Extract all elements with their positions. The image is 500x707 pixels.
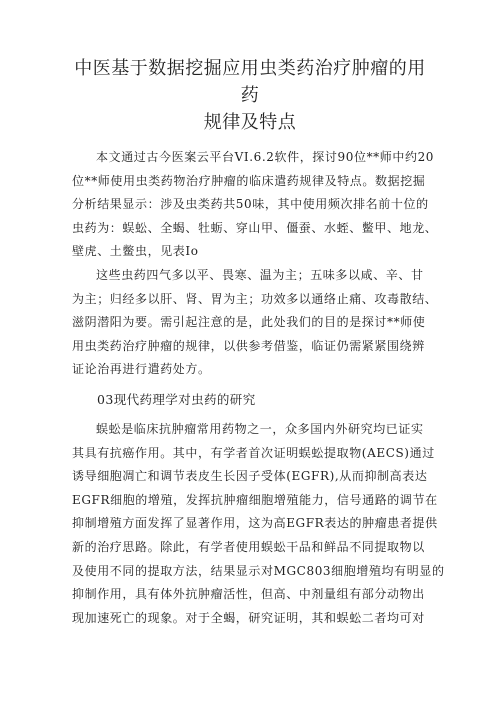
paragraph-line: 诱导细胞凋亡和调节表皮生长因子受体(EGFR),从而抑制高表达 bbox=[72, 469, 428, 484]
paragraph-line: 现加速死亡的现象。对于全蝎，研究证明，其和蜈蚣二者均可对 bbox=[72, 610, 425, 625]
section-heading: 03现代药理学对虫药的研究 bbox=[97, 391, 256, 407]
paragraph-line: EGFR细胞的增殖，发挥抗肿瘤细胞增殖能力，信号通路的调节在 bbox=[72, 492, 438, 507]
paragraph-line: 分析结果显示：涉及虫类药共50味，其中使用频次排名前十位的 bbox=[72, 197, 429, 212]
document-title bbox=[72, 55, 428, 136]
paragraph-line: 位**师使用虫类药物治疗肿瘤的临床遣药规律及特点。数据挖掘 bbox=[72, 173, 426, 188]
paragraph-line: 为主；归经多以肝、肾、胃为主；功效多以通络止痛、攻毒散结、 bbox=[72, 291, 438, 306]
paragraph-line: 抑制增殖方面发挥了显著作用，这为高EGFR表达的肿瘤患者提供 bbox=[72, 516, 438, 531]
paragraph-line: 证论治再进行遣药处方。 bbox=[72, 362, 211, 377]
title-line: 规律及特点 bbox=[203, 112, 297, 133]
paragraph-line: 及使用不同的提取方法，结果显示对MGC803细胞增殖均有明显的 bbox=[72, 563, 445, 578]
title-line: 中医基于数据挖掘应用虫类药治疗肿瘤的用药 bbox=[74, 58, 426, 106]
body-paragraph bbox=[72, 146, 438, 264]
paragraph-line: 用虫类药治疗肿瘤的规律，以供参考借鉴，临证仍需紧紧围绕辨 bbox=[72, 338, 425, 353]
paragraph-line: 虫药为：蜈蚣、全蝎、牡蛎、穿山甲、僵蚕、水蛭、鳖甲、地龙、 bbox=[72, 220, 438, 235]
paragraph-line: 滋阴潜阳为要。需引起注意的是，此处我们的目的是探讨**师使 bbox=[72, 315, 426, 330]
paragraph-line: 这些虫药四气多以平、畏寒、温为主；五味多以咸、辛、甘 bbox=[96, 267, 424, 282]
paragraph-line: 壁虎、土鳖虫，见表Io bbox=[72, 244, 199, 259]
body-paragraph bbox=[72, 264, 438, 382]
paragraph-line: 本文通过古今医案云平台VI.6.2软件，探讨90位**师中约20 bbox=[96, 150, 435, 164]
paragraph-line: 抑制作用，具有体外抗肿瘤活性，但高、中剂量组有部分动物出 bbox=[72, 587, 425, 602]
paragraph-line: 新的治疗思路。除此，有学者使用蜈蚣干品和鲜品不同提取物以 bbox=[72, 539, 425, 554]
paragraph-line: 其具有抗癌作用。其中，有学者首次证明蜈蚣提取物(AECS)通过 bbox=[72, 445, 435, 460]
paragraph-line: 蜈蚣是临床抗肿瘤常用药物之一，众多国内外研究均已证实 bbox=[96, 421, 424, 436]
section-paragraph bbox=[72, 418, 445, 630]
